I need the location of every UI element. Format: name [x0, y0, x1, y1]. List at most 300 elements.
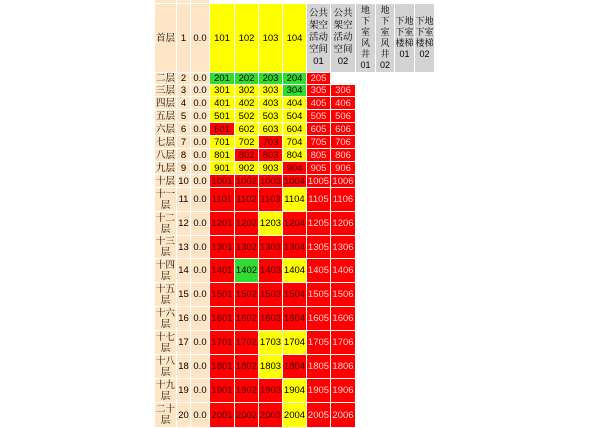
blank-cell	[235, 0, 258, 3]
empty-cell	[415, 85, 434, 96]
unit-cell[interactable]: 1104	[283, 188, 306, 211]
unit-cell[interactable]: 1006	[332, 175, 354, 187]
empty-cell	[415, 188, 434, 211]
unit-label-line: 02	[379, 60, 390, 70]
floor-area: 0.0	[191, 403, 209, 427]
empty-cell	[356, 259, 375, 282]
unit-label-line: 02	[419, 49, 430, 59]
unit-cell[interactable]: 102	[235, 4, 258, 72]
unit-cell[interactable]: 1905	[307, 379, 330, 402]
unit-label-line: 井	[360, 49, 370, 59]
unit-cell[interactable]: 404	[283, 97, 306, 109]
unit-cell[interactable]: 1602	[235, 307, 258, 330]
unit-cell[interactable]: 1106	[331, 188, 355, 211]
floor-number: 8	[177, 149, 190, 161]
empty-cell	[415, 73, 434, 84]
unit-cell[interactable]: 1101	[210, 188, 234, 211]
unit-cell[interactable]: 2003	[259, 403, 282, 427]
floor-name: 七层	[155, 136, 175, 148]
floor-area: 0.0	[191, 236, 209, 258]
unit-cell[interactable]: 1702	[235, 331, 258, 354]
floor-area: 0.0	[191, 212, 209, 235]
blank-cell	[259, 0, 282, 3]
unit-cell[interactable]: 1302	[235, 236, 258, 258]
blank-cell	[210, 0, 234, 3]
unit-label-line: 井	[380, 49, 390, 59]
floor-name: 二十层	[155, 404, 175, 426]
empty-cell	[376, 212, 394, 235]
unit-cell[interactable]: 1404	[283, 259, 306, 282]
unit-cell[interactable]: 1301	[210, 236, 234, 258]
unit-label-line: 室	[360, 27, 370, 37]
floor-name: 十七层	[155, 331, 175, 354]
unit-cell[interactable]: 1701	[210, 331, 234, 354]
unit-cell[interactable]: 1706	[331, 331, 355, 354]
blank-cell	[307, 0, 330, 3]
empty-cell	[395, 149, 414, 161]
unit-cell[interactable]: 1203	[259, 212, 282, 235]
unit-label-line: 活动	[308, 32, 328, 43]
unit-cell[interactable]: 405	[307, 97, 330, 109]
unit-cell[interactable]: 1306	[331, 236, 355, 258]
unit-cell[interactable]: 1002	[235, 175, 258, 187]
unit-cell[interactable]: 1903	[259, 379, 282, 402]
unit-cell[interactable]: 1604	[283, 307, 306, 330]
floor-number: 12	[177, 212, 190, 235]
floor-number: 4	[177, 97, 190, 109]
unit-label-line: 风	[360, 38, 370, 48]
unit-cell[interactable]: 903	[259, 162, 282, 174]
empty-cell	[376, 73, 394, 84]
floor-number: 5	[177, 110, 190, 122]
empty-cell	[415, 259, 434, 282]
empty-cell	[395, 136, 414, 148]
floor-area: 0.0	[191, 110, 209, 122]
empty-cell	[415, 136, 434, 148]
unit-cell[interactable]: 703	[259, 136, 282, 148]
floor-number: 3	[177, 85, 190, 96]
empty-cell	[356, 355, 375, 378]
unit-label-line: 下地	[395, 16, 414, 26]
blank-cell	[415, 0, 434, 3]
empty-cell	[356, 379, 375, 402]
unit-cell[interactable]: 506	[331, 110, 355, 122]
unit-cell[interactable]: 2006	[331, 403, 355, 427]
empty-cell	[415, 212, 434, 235]
unit-label-line: 室	[380, 27, 390, 37]
floor-name: 九层	[155, 162, 175, 174]
floor-name: 十五层	[155, 283, 175, 306]
unit-cell[interactable]: 2004	[283, 403, 306, 427]
empty-cell	[356, 175, 375, 187]
unit-cell[interactable]: 1801	[210, 355, 234, 378]
unit-cell[interactable]: 803	[259, 149, 282, 161]
header-strip-cell	[155, 0, 176, 3]
empty-cell	[415, 236, 434, 258]
empty-cell	[356, 73, 375, 84]
unit-label-line: 楼梯	[415, 38, 434, 48]
empty-cell	[395, 331, 414, 354]
unit-label-line: 风	[380, 38, 390, 48]
empty-cell	[356, 162, 375, 174]
unit-cell[interactable]: 606	[331, 123, 355, 135]
empty-cell	[356, 97, 375, 109]
unit-cell[interactable]: 202	[235, 73, 258, 84]
unit-cell[interactable]	[395, 4, 414, 72]
unit-cell[interactable]: 905	[307, 162, 330, 174]
unit-cell[interactable]: 1001	[211, 175, 233, 187]
unit-label-line: 下地	[415, 16, 434, 26]
floor-number: 16	[177, 307, 190, 330]
floor-number: 17	[177, 331, 190, 354]
floor-area: 0.0	[191, 259, 209, 282]
empty-cell	[356, 188, 375, 211]
empty-cell	[376, 403, 394, 427]
unit-cell[interactable]: 1603	[259, 307, 282, 330]
unit-cell[interactable]: 1503	[259, 283, 282, 306]
unit-cell[interactable]: 604	[283, 123, 306, 135]
unit-label-line: 下	[360, 16, 370, 26]
empty-cell	[395, 73, 414, 84]
unit-label-line: 02	[337, 56, 349, 67]
unit-cell[interactable]: 901	[210, 162, 234, 174]
unit-cell[interactable]: 1004	[283, 175, 306, 187]
unit-cell[interactable]: 1005	[307, 175, 330, 187]
unit-cell[interactable]	[331, 4, 355, 72]
empty-cell	[376, 97, 394, 109]
floor-name: 首层	[155, 4, 176, 72]
floor-area: 0.0	[191, 175, 209, 187]
unit-cell[interactable]: 1902	[235, 379, 258, 402]
floor-number: 15	[177, 283, 190, 306]
empty-cell	[415, 379, 434, 402]
unit-cell[interactable]	[376, 4, 394, 72]
unit-cell[interactable]: 1305	[307, 236, 330, 258]
empty-cell	[376, 283, 394, 306]
empty-cell	[356, 123, 375, 135]
empty-cell	[415, 110, 434, 122]
unit-cell[interactable]: 603	[259, 123, 282, 135]
empty-cell	[331, 73, 355, 84]
empty-cell	[376, 162, 394, 174]
floor-name: 十六层	[155, 307, 175, 330]
floor-area: 0.0	[191, 123, 209, 135]
floor-area: 0.0	[191, 331, 209, 354]
unit-cell[interactable]: 303	[259, 85, 282, 96]
empty-cell	[356, 307, 375, 330]
floor-number: 20	[177, 403, 190, 427]
floor-number: 11	[177, 188, 190, 211]
empty-cell	[395, 236, 414, 258]
floor-number: 1	[177, 4, 190, 72]
empty-cell	[395, 188, 414, 211]
floor-number: 18	[177, 355, 190, 378]
empty-cell	[415, 403, 434, 427]
floor-area: 0.0	[191, 136, 209, 148]
unit-cell[interactable]: 205	[307, 73, 330, 84]
unit-label-line: 公共	[308, 8, 328, 19]
unit-cell[interactable]: 2001	[210, 403, 234, 427]
unit-cell[interactable]: 1506	[331, 283, 355, 306]
empty-cell	[376, 355, 394, 378]
floor-name: 八层	[155, 149, 175, 161]
empty-cell	[395, 283, 414, 306]
unit-cell[interactable]	[415, 4, 434, 72]
unit-cell[interactable]: 1802	[235, 355, 258, 378]
unit-status-grid	[155, 0, 434, 427]
unit-cell[interactable]: 1406	[331, 259, 355, 282]
empty-cell	[415, 331, 434, 354]
unit-cell[interactable]: 605	[307, 123, 330, 135]
empty-cell	[356, 283, 375, 306]
unit-label-line: 架空	[308, 20, 328, 31]
unit-cell[interactable]: 503	[259, 110, 282, 122]
empty-cell	[376, 85, 394, 96]
unit-cell[interactable]: 702	[235, 136, 258, 148]
floor-number: 13	[177, 236, 190, 258]
floor-number: 2	[177, 73, 190, 84]
empty-cell	[356, 149, 375, 161]
unit-label-line: 楼梯	[395, 38, 414, 48]
floor-name: 三层	[155, 85, 175, 96]
empty-cell	[356, 212, 375, 235]
unit-label-line: 公共	[333, 8, 353, 19]
floor-name: 十一层	[155, 188, 175, 211]
floor-name: 十三层	[155, 236, 175, 258]
empty-cell	[376, 259, 394, 282]
unit-cell[interactable]: 402	[235, 97, 258, 109]
unit-cell[interactable]: 1501	[210, 283, 234, 306]
unit-cell[interactable]: 1901	[210, 379, 234, 402]
floor-number: 19	[177, 379, 190, 402]
unit-cell[interactable]: 1601	[210, 307, 234, 330]
empty-cell	[415, 175, 434, 187]
empty-cell	[415, 283, 434, 306]
floor-number: 14	[177, 259, 190, 282]
unit-cell[interactable]: 1103	[259, 188, 282, 211]
empty-cell	[415, 123, 434, 135]
empty-cell	[395, 403, 414, 427]
unit-cell[interactable]: 302	[235, 85, 258, 96]
empty-cell	[356, 331, 375, 354]
unit-cell[interactable]: 101	[210, 4, 234, 72]
unit-cell[interactable]: 1704	[283, 331, 306, 354]
unit-label-line: 下	[380, 16, 390, 26]
floor-number: 7	[177, 136, 190, 148]
empty-cell	[376, 110, 394, 122]
empty-cell	[376, 188, 394, 211]
unit-cell[interactable]: 1705	[307, 331, 330, 354]
unit-label-line: 01	[313, 56, 324, 67]
unit-cell[interactable]: 1403	[259, 259, 282, 282]
empty-cell	[415, 162, 434, 174]
unit-cell[interactable]: 1204	[283, 212, 306, 235]
floor-area: 0.0	[191, 85, 209, 96]
empty-cell	[395, 307, 414, 330]
empty-cell	[395, 175, 414, 187]
unit-cell[interactable]: 504	[283, 110, 306, 122]
floor-area: 0.0	[191, 4, 209, 72]
empty-cell	[376, 149, 394, 161]
unit-cell[interactable]: 801	[210, 149, 234, 161]
floor-name: 五层	[155, 110, 175, 122]
floor-name: 十四层	[155, 259, 175, 282]
empty-cell	[356, 403, 375, 427]
unit-cell[interactable]: 1606	[331, 307, 355, 330]
unit-cell[interactable]: 1904	[283, 379, 306, 402]
empty-cell	[395, 85, 414, 96]
floor-name: 二层	[155, 73, 175, 84]
unit-cell[interactable]: 601	[210, 123, 234, 135]
empty-cell	[395, 110, 414, 122]
floor-area: 0.0	[191, 97, 209, 109]
unit-cell[interactable]: 805	[307, 149, 330, 161]
floor-area: 0.0	[191, 188, 209, 211]
unit-cell[interactable]: 704	[283, 136, 306, 148]
unit-cell[interactable]: 201	[210, 73, 234, 84]
floor-name: 六层	[155, 123, 175, 135]
unit-cell[interactable]: 305	[307, 85, 330, 96]
unit-cell[interactable]: 1405	[307, 259, 330, 282]
unit-cell[interactable]: 103	[259, 4, 282, 72]
empty-cell	[376, 236, 394, 258]
empty-cell	[395, 97, 414, 109]
unit-cell[interactable]: 2002	[235, 403, 258, 427]
unit-cell[interactable]: 701	[210, 136, 234, 148]
empty-cell	[395, 212, 414, 235]
floor-name: 四层	[155, 97, 175, 109]
empty-cell	[376, 136, 394, 148]
unit-cell[interactable]: 1605	[307, 307, 330, 330]
unit-cell[interactable]: 906	[331, 162, 355, 174]
unit-cell[interactable]: 1401	[210, 259, 234, 282]
unit-label-line: 01	[360, 60, 371, 70]
unit-cell[interactable]: 904	[283, 162, 306, 174]
unit-cell[interactable]: 806	[331, 149, 355, 161]
header-strip-cell	[191, 0, 209, 3]
unit-cell[interactable]: 1505	[307, 283, 330, 306]
unit-cell[interactable]: 705	[307, 136, 330, 148]
floor-number: 9	[177, 162, 190, 174]
unit-cell[interactable]: 1205	[307, 212, 330, 235]
unit-cell[interactable]: 1206	[331, 212, 355, 235]
floor-number: 10	[178, 175, 189, 187]
unit-cell[interactable]: 706	[331, 136, 355, 148]
floor-name: 十层	[155, 175, 175, 187]
unit-cell[interactable]: 406	[331, 97, 355, 109]
unit-cell[interactable]: 1804	[283, 355, 306, 378]
empty-cell	[356, 236, 375, 258]
unit-cell[interactable]: 2005	[307, 403, 330, 427]
floor-area: 0.0	[191, 149, 209, 161]
unit-cell[interactable]: 1803	[259, 355, 282, 378]
unit-cell[interactable]: 1906	[331, 379, 355, 402]
empty-cell	[415, 355, 434, 378]
unit-cell[interactable]: 804	[283, 149, 306, 161]
empty-cell	[415, 97, 434, 109]
floor-area: 0.0	[191, 355, 209, 378]
unit-label-line: 下室	[395, 27, 414, 37]
unit-label-line: 空间	[333, 44, 353, 55]
unit-cell[interactable]	[356, 4, 375, 72]
unit-label-line: 活动	[333, 32, 353, 43]
empty-cell	[395, 259, 414, 282]
unit-cell[interactable]: 602	[235, 123, 258, 135]
floor-name: 十二层	[155, 212, 175, 235]
unit-cell[interactable]: 1102	[235, 188, 258, 211]
unit-cell[interactable]: 1703	[259, 331, 282, 354]
empty-cell	[395, 162, 414, 174]
unit-cell[interactable]: 301	[210, 85, 234, 96]
unit-cell[interactable]: 401	[210, 97, 234, 109]
empty-cell	[395, 355, 414, 378]
empty-cell	[376, 123, 394, 135]
floor-area: 0.0	[191, 73, 209, 84]
blank-cell	[395, 0, 414, 3]
unit-cell[interactable]: 1003	[259, 175, 282, 187]
unit-cell[interactable]: 306	[331, 85, 355, 96]
unit-cell[interactable]: 1303	[259, 236, 282, 258]
floor-number: 6	[177, 123, 190, 135]
floor-name: 十八层	[155, 355, 175, 378]
unit-cell[interactable]: 1105	[307, 188, 330, 211]
unit-cell[interactable]: 304	[283, 85, 306, 96]
unit-cell[interactable]	[307, 4, 330, 72]
unit-label-line: 架空	[333, 20, 353, 31]
unit-cell[interactable]: 1202	[235, 212, 258, 235]
unit-cell[interactable]: 1402	[235, 259, 258, 282]
blank-cell	[283, 0, 306, 3]
unit-cell[interactable]: 203	[259, 73, 282, 84]
unit-cell[interactable]: 1805	[307, 355, 330, 378]
unit-cell[interactable]: 505	[307, 110, 330, 122]
blank-cell	[331, 0, 355, 3]
unit-cell[interactable]: 902	[235, 162, 258, 174]
unit-cell[interactable]: 1502	[235, 283, 258, 306]
floor-area: 0.0	[191, 307, 209, 330]
unit-cell[interactable]: 1201	[210, 212, 234, 235]
empty-cell	[356, 110, 375, 122]
empty-cell	[415, 307, 434, 330]
empty-cell	[395, 379, 414, 402]
blank-cell	[356, 0, 375, 3]
empty-cell	[376, 175, 394, 187]
header-strip-cell	[177, 0, 190, 3]
unit-cell[interactable]: 403	[259, 97, 282, 109]
floor-area: 0.0	[191, 283, 209, 306]
unit-cell[interactable]: 502	[235, 110, 258, 122]
empty-cell	[356, 136, 375, 148]
floor-name: 十九层	[155, 379, 175, 402]
unit-cell[interactable]: 204	[283, 73, 306, 84]
unit-cell[interactable]: 1504	[283, 283, 306, 306]
unit-cell[interactable]: 1806	[331, 355, 355, 378]
unit-label-line: 地	[360, 5, 370, 15]
empty-cell	[376, 331, 394, 354]
unit-label-line: 空间	[308, 44, 328, 55]
floor-area: 0.0	[191, 162, 209, 174]
empty-cell	[356, 85, 375, 96]
empty-cell	[376, 307, 394, 330]
unit-label-line: 01	[399, 49, 410, 59]
unit-cell[interactable]: 501	[210, 110, 234, 122]
floor-area: 0.0	[191, 379, 209, 402]
unit-label-line: 下室	[415, 27, 434, 37]
empty-cell	[415, 149, 434, 161]
unit-cell[interactable]: 104	[283, 4, 306, 72]
unit-cell[interactable]: 1304	[283, 236, 306, 258]
unit-cell[interactable]: 802	[235, 149, 258, 161]
